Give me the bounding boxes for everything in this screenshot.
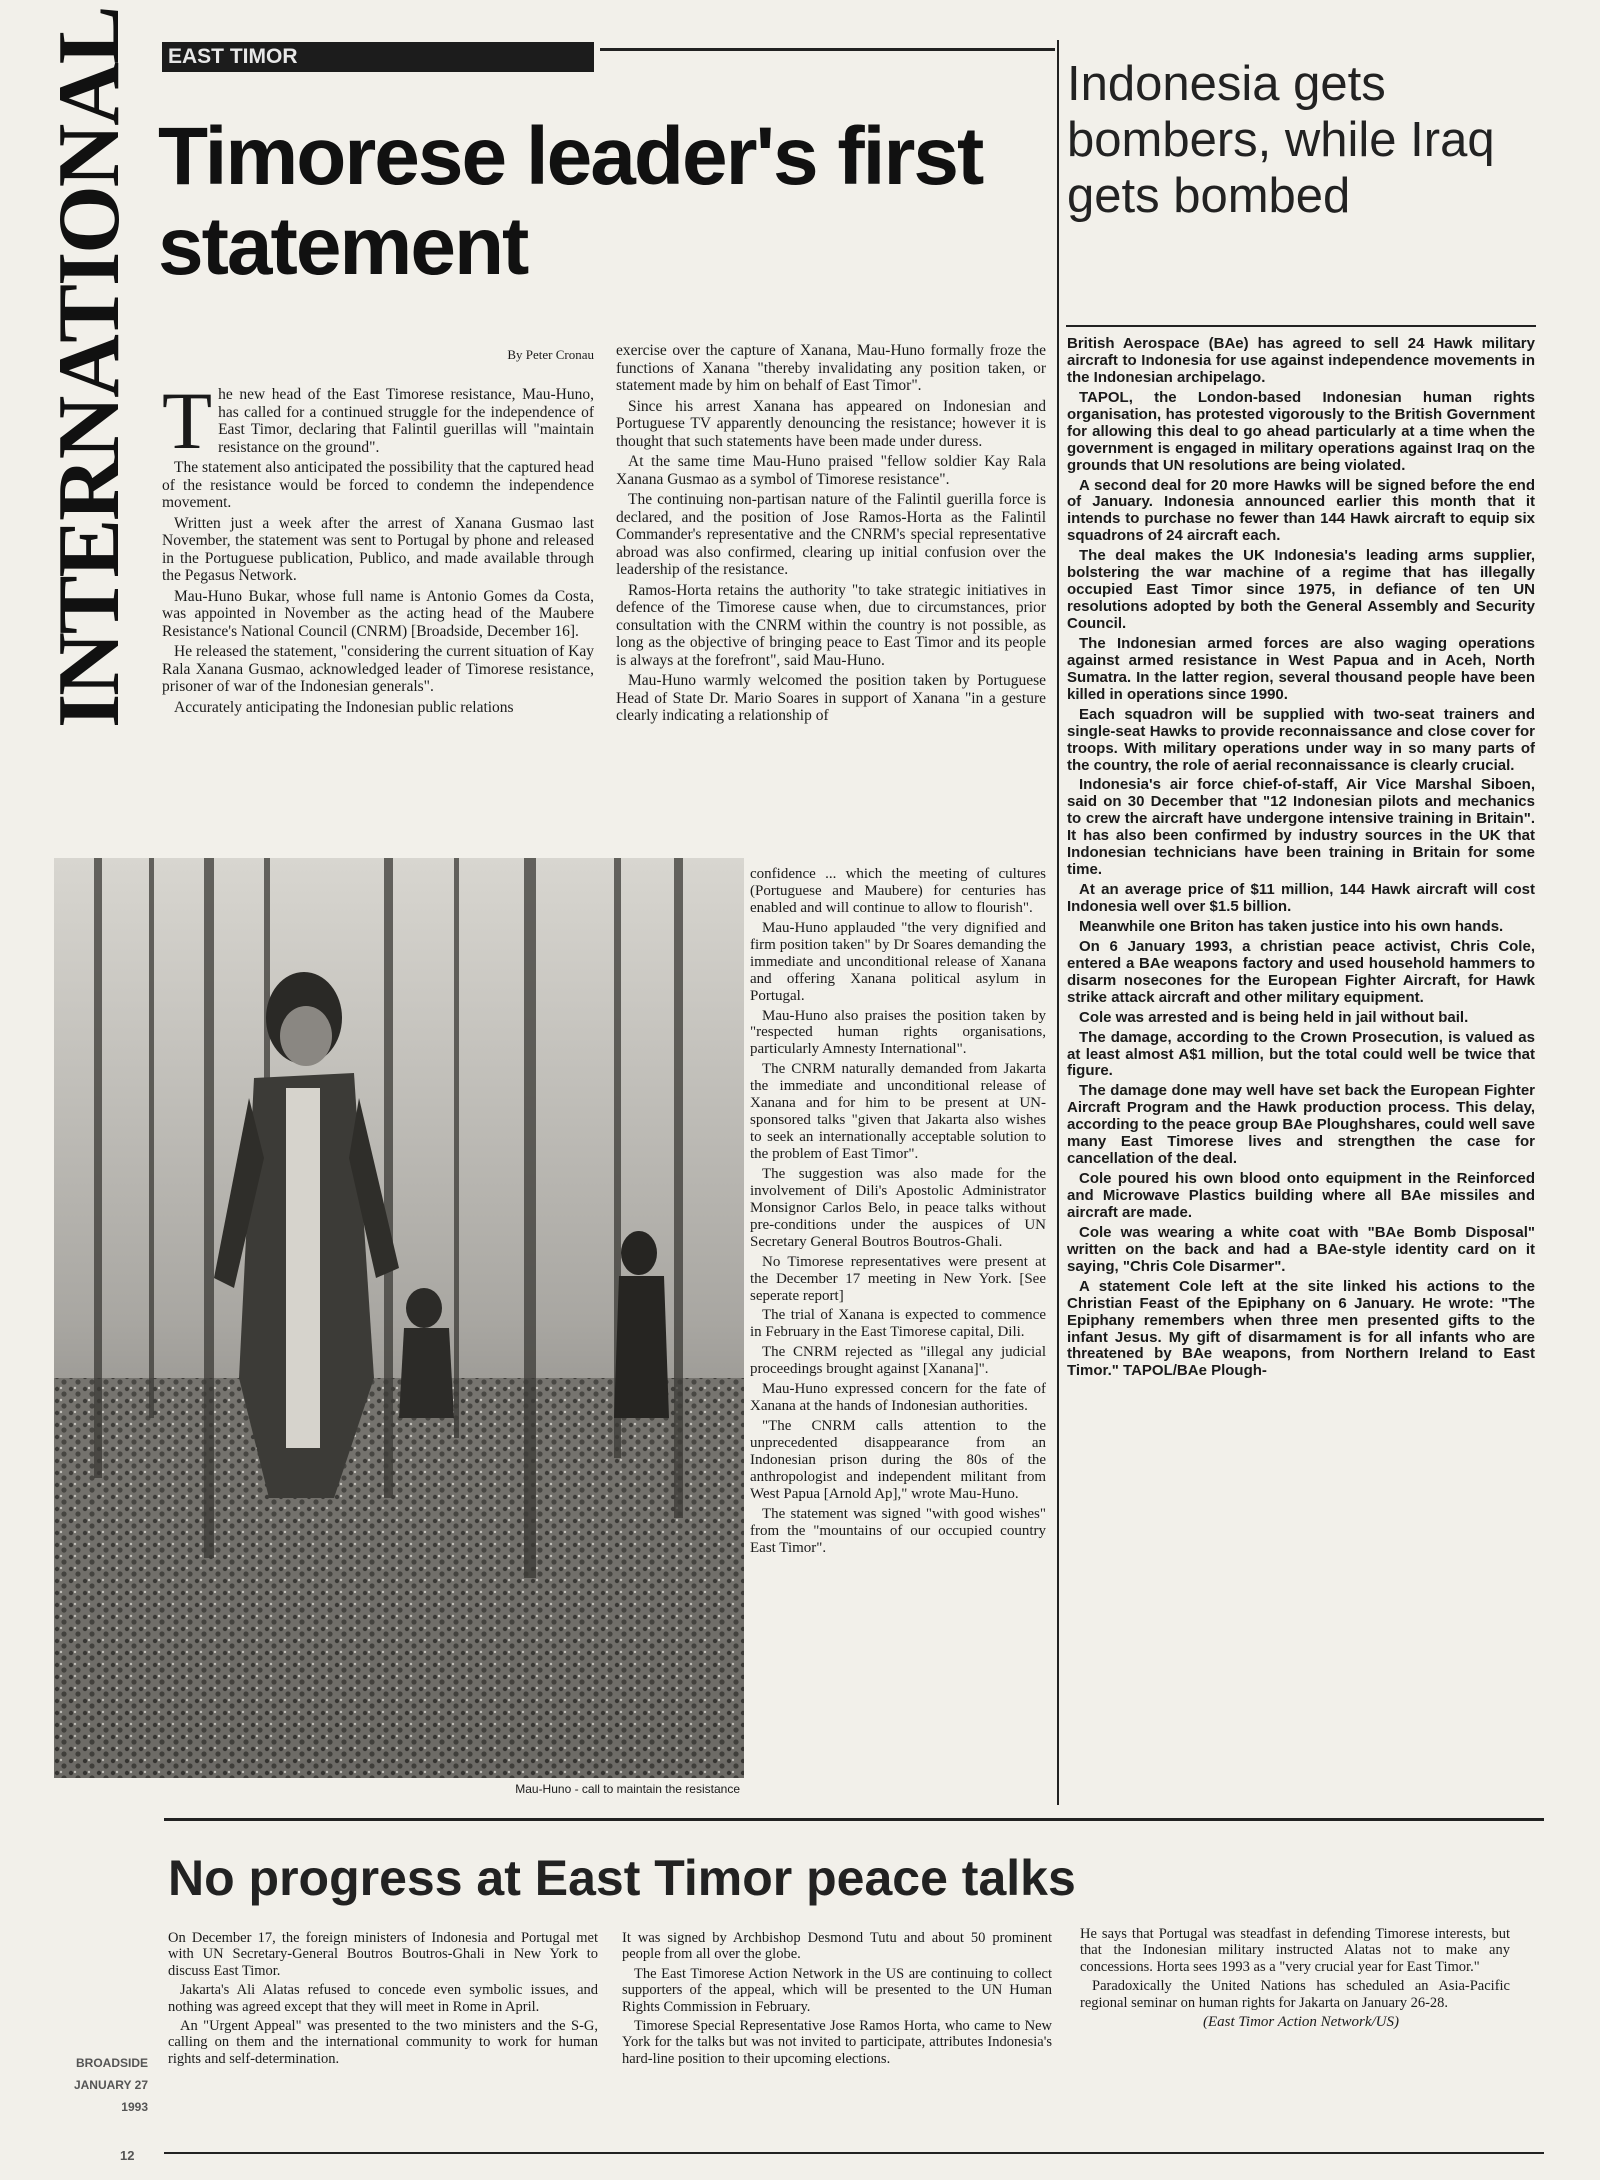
main-paragraph: Mau-Huno Bukar, whose full name is Antonio Gomes da Costa, was appointed in November as the acting head of the Maubere Resistance's National Council (CNRM) [Broadside, December 16]. <box>162 587 594 640</box>
main-paragraph: He released the statement, "considering the current situation of Kay Rala Xanana Gusmao, acknowledged leader of Timorese resistance, prisoner of war of the Indonesian generals". <box>162 643 594 695</box>
side-column <box>1067 336 1535 1383</box>
side-headline: Indonesia gets bombers, while Iraq gets bombed <box>1067 57 1495 223</box>
main-paragraph: Since his arrest Xanana has appeared on Indonesian and Portuguese TV apparently denouncing the resistance; however it is thought that such statements have been made under duress. <box>616 397 1046 450</box>
side-paragraph: Cole was wearing a white coat with "BAe Bomb Disposal" written on the back and had a BAe-style identity card on it saying, "Chris Cole Disarmer". <box>1067 1223 1535 1275</box>
side-paragraph: Indonesia's air force chief-of-staff, Air Vice Marshal Siboen, said on 30 December that "12 Indonesian pilots and mechanics to crew the aircraft have undergone intensive training in Britain". It has also been confirmed by industry sources in the UK that Indonesian technicians have been training in Britain for some time. <box>1067 776 1535 879</box>
bottom-headline: No progress at East Timor peace talks <box>168 1850 1076 1906</box>
top-rule <box>600 48 1055 51</box>
page-number: 12 <box>120 2148 135 2163</box>
bottom-section-rule <box>164 1818 1544 1821</box>
main-paragraph: The suggestion was also made for the involvement of Dili's Apostolic Administrator Monsignor Carlos Belo, in peace talks without pre-conditions under the auspices of UN Secretary General Boutros Boutros-Ghali. <box>750 1165 1046 1250</box>
main-paragraph: confidence ... which the meeting of cultures (Portuguese and Maubere) for centuries has enabled and will continue to allow to flourish". <box>750 866 1046 916</box>
section-banner: INTERNATIONAL <box>41 7 138 728</box>
publication-name: BROADSIDE <box>75 2056 148 2070</box>
side-paragraph: The damage, according to the Crown Prosecution, is valued as at least almost A$1 million, but the total could well be twice that figure. <box>1067 1028 1535 1080</box>
main-paragraph: Written just a week after the arrest of Xanana Gusmao last November, the statement was sent to Portugal by phone and released in the Portuguese publication, Publico, and made available through the Pegasus Network. <box>162 514 594 584</box>
side-paragraph: Each squadron will be supplied with two-seat trainers and single-seat Hawks to provide reconnaissance and close cover for troops. With military operations under way in so many parts of the country, the role of aerial reconnaissance is clearly crucial. <box>1067 705 1535 774</box>
photo-mau-huno <box>54 858 744 1778</box>
side-paragraph: Meanwhile one Briton has taken justice into his own hands. <box>1079 917 1504 935</box>
bottom-paragraph: Timorese Special Representative Jose Ramos Horta, who came to New York for the talks but was not invited to participate, attributes Indonesia's hard-line position to their upcoming elections. <box>622 2017 1052 2067</box>
main-paragraph: Mau-Huno expressed concern for the fate of Xanana at the hands of Indonesian authorities. <box>750 1381 1046 1415</box>
column-divider <box>1057 40 1059 1805</box>
publication-date: JANUARY 27 <box>73 2078 148 2092</box>
side-paragraph: The damage done may well have set back the European Fighter Aircraft Program and the Hawk production process. This delay, according to the peace group BAe Ploughshares, could well save many East Timorese lives and strengthen the case for cancellation of the deal. <box>1067 1082 1535 1168</box>
main-paragraph: The new head of the East Timorese resistance, Mau-Huno, has called for a continued struggle for the independence of East Timor, declaring that Falintil guerillas will "maintain resistance on the ground". <box>162 375 594 466</box>
main-paragraph: The statement was signed "with good wishes" from the "mountains of our occupied country East Timor". <box>750 1505 1046 1556</box>
main-paragraph: Mau-Huno also praises the position taken by "respected human rights organisations, particularly Amnesty International". <box>750 1007 1046 1058</box>
main-paragraph: The trial of Xanana is expected to commence in February in the East Timorese capital, Dili. <box>750 1307 1046 1341</box>
bottom-paragraph: On December 17, the foreign ministers of Indonesia and Portugal met with UN Secretary-General Boutros Boutros-Ghali in New York to discuss East Timor. <box>168 1930 598 1979</box>
section-tag: EAST TIMOR <box>162 42 594 72</box>
side-paragraph: A second deal for 20 more Hawks will be signed before the end of January. Indonesia announced earlier this month that it intends to purchase no fewer than 144 Hawk aircraft to equip six squadrons of 24 aircraft each. <box>1067 476 1535 545</box>
main-paragraph: Ramos-Horta retains the authority "to take strategic initiatives in defence of the Timorese cause when, due to circumstances, prior consultation with the CNRM within the country is not possible, as long as the objective of bringing peace to East Timor and its people is always at the forefront", said Mau-Huno. <box>616 581 1046 669</box>
side-paragraph: Cole poured his own blood onto equipment in the Reinforced and Microwave Plastics building where all BAe missiles and aircraft are made. <box>1067 1170 1535 1221</box>
main-column-2 <box>616 342 1046 728</box>
main-paragraph: The CNRM rejected as "illegal any judicial proceedings brought against [Xanana]". <box>750 1344 1046 1378</box>
main-paragraph: "The CNRM calls attention to the unprecedented disappearance from an Indonesian prison during the 80s of the anthropologist and independent militant from West Papua [Arnold Ap]," wrote Mau-Huno. <box>750 1418 1046 1502</box>
main-paragraph: Mau-Huno applauded "the very dignified and firm position taken" by Dr Soares demanding the immediate and unconditional release of Xanana and offering Xanana political asylum in Portugal. <box>750 919 1046 1004</box>
side-paragraph: A statement Cole left at the site linked his actions to the Christian Feast of the Epiphany on 6 January. He wrote: "The Epiphany remembers when three men presented gifts to the infant Jesus. My gift of disarmament is for all infants who are threatened by BAe weapons, from Northern Ireland to East Timor." TAPOL/BAe Plough- <box>1067 1277 1535 1380</box>
publication-year: 1993 <box>121 2100 148 2114</box>
main-paragraph: The continuing non-partisan nature of the Falintil guerilla force is declared, and the position of Jose Ramos-Horta as the Falintil Commander's representative and the CNRM's special representative abroad was also confirmed, clearing up initial confusion over the leadership of the resistance. <box>616 491 1046 578</box>
byline: By Peter Cronau <box>507 347 594 362</box>
main-paragraph: No Timorese representatives were present at the December 17 meeting in New York. [See seperate report] <box>750 1253 1046 1304</box>
side-paragraph: Cole was arrested and is being held in jail without bail. <box>1079 1008 1469 1026</box>
bottom-paragraph: Jakarta's Ali Alatas refused to concede even symbolic issues, and nothing was agreed except that they will meet in Rome in April. <box>168 1982 598 2015</box>
main-paragraph: At the same time Mau-Huno praised "fellow soldier Kay Rala Xanana Gusmao as a symbol of Timorese resistance". <box>616 453 1046 488</box>
bottom-credit: (East Timor Action Network/US) <box>1203 2013 1399 2030</box>
main-paragraph: The statement also anticipated the possibility that the captured head of the resistance would be forced to condemn the independence movement. <box>162 459 594 511</box>
main-paragraph: The CNRM naturally demanded from Jakarta the immediate and unconditional release of Xanana and for him to be present at UN-sponsored talks "given that Jakarta also wishes to seek an internationally acceptable solution to the problem of East Timor". <box>750 1061 1046 1162</box>
bottom-paragraph: He says that Portugal was steadfast in defending Timorese interests, but that the Indonesian military instructed Alatas not to make any concessions. Horta sees 1993 as a "very crucial year for East Timor." <box>1080 1926 1510 1975</box>
main-paragraph: Mau-Huno warmly welcomed the position taken by Portuguese Head of State Dr. Mario Soares in support of Xanana "in a gesture clearly indicating a relationship of <box>616 672 1046 724</box>
side-paragraph: British Aerospace (BAe) has agreed to sell 24 Hawk military aircraft to Indonesia for use against independence movements in the Indonesian archipelago. <box>1067 335 1535 386</box>
bottom-column-3 <box>1080 1926 1510 2034</box>
side-head-rule <box>1066 325 1536 327</box>
bottom-paragraph: The East Timorese Action Network in the US are continuing to collect supporters of the appeal, which will be presented to the UN Human Rights Commission in February. <box>622 1965 1052 2015</box>
bottom-column-1 <box>168 1930 598 2070</box>
photo-caption: Mau-Huno - call to maintain the resistance <box>515 1782 740 1796</box>
bottom-paragraph: Paradoxically the United Nations has scheduled an Asia-Pacific regional seminar on human rights for Jakarta on January 26-28. <box>1080 1978 1510 2011</box>
main-headline: Timorese leader's first statement <box>158 111 983 292</box>
side-paragraph: TAPOL, the London-based Indonesian human rights organisation, has protested vigorously to the British Government for allowing this deal to go ahead particularly at a time when the government is engaged in military operations against Iraq on the grounds that UN resolutions are being violated. <box>1067 388 1535 474</box>
main-paragraph: Accurately anticipating the Indonesian public relations <box>174 698 514 716</box>
side-paragraph: On 6 January 1993, a christian peace activist, Chris Cole, entered a BAe weapons factory and used household hammers to disarm nosecones for the European Fighter Aircraft, for Hawk strike attack aircraft and other military equipment. <box>1067 937 1535 1006</box>
side-paragraph: At an average price of $11 million, 144 Hawk aircraft will cost Indonesia well over $1.5 billion. <box>1067 881 1535 915</box>
drop-cap: T <box>162 375 213 466</box>
main-column-2b <box>750 866 1046 1560</box>
side-paragraph: The deal makes the UK Indonesia's leading arms supplier, bolstering the war machine of a regime that has illegally occupied East Timor since 1975, in defiance of ten UN resolutions adopted by both the General Assembly and Security Council. <box>1067 547 1535 632</box>
main-column-1 <box>162 375 594 719</box>
publication-info <box>56 2052 148 2118</box>
footer-rule <box>164 2152 1544 2154</box>
bottom-column-2 <box>622 1930 1052 2070</box>
main-paragraph: exercise over the capture of Xanana, Mau-Huno formally froze the functions of Xanana "thereby invalidating any position taken, or statement made by him on behalf of East Timor". <box>616 342 1046 394</box>
bottom-paragraph: An "Urgent Appeal" was presented to the two ministers and the S-G, calling on them and the international community to work for human rights and self-determination. <box>168 2017 598 2067</box>
side-paragraph: The Indonesian armed forces are also waging operations against armed resistance in West Papua and in Aceh, North Sumatra. In the latter region, several thousand people have been killed in operations since 1990. <box>1067 634 1535 703</box>
bottom-paragraph: It was signed by Archbishop Desmond Tutu and about 50 prominent people from all over the globe. <box>622 1930 1052 1963</box>
